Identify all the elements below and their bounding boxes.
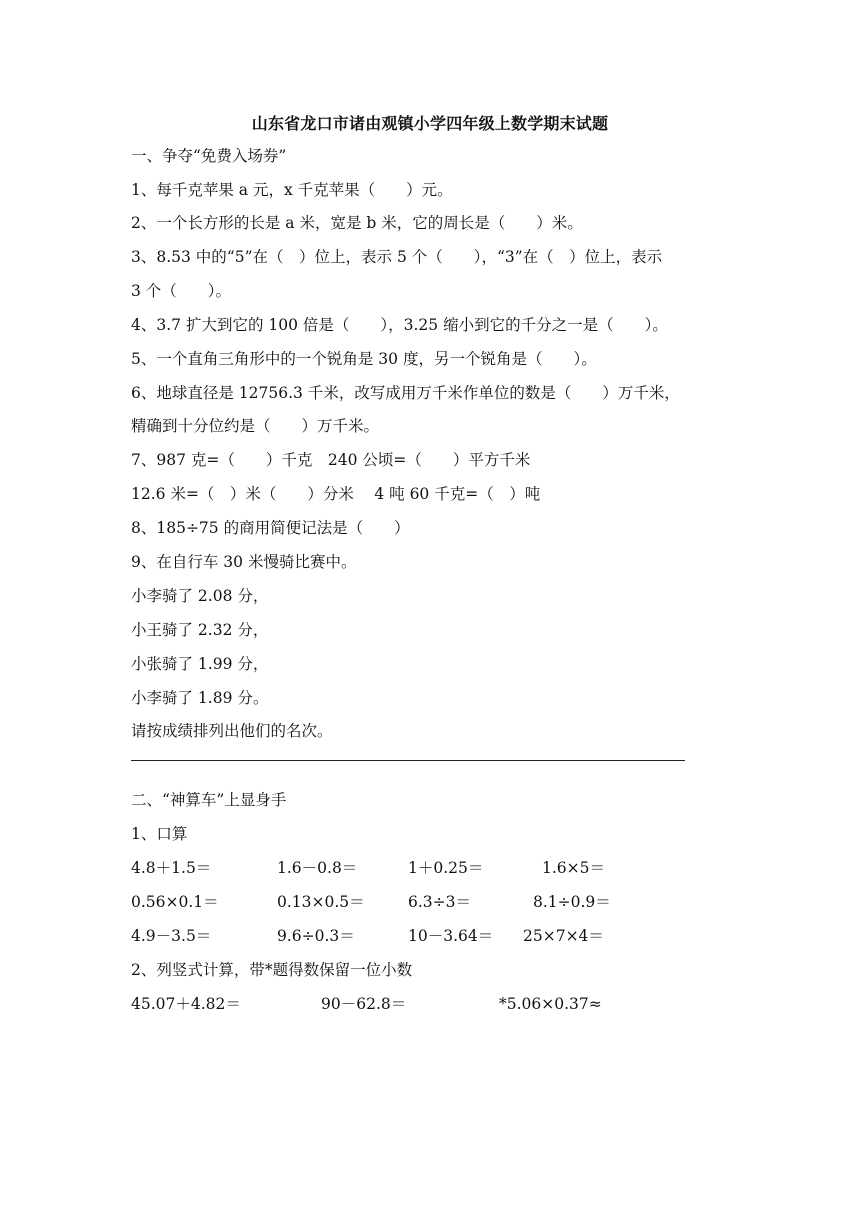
question-line: 请按成绩排列出他们的名次。 xyxy=(131,722,333,740)
question-line: 9、在自行车 30 米慢骑比赛中。 xyxy=(131,553,357,571)
question-line: 2、一个长方形的长是 a 米，宽是 b 米，它的周长是（ ）米。 xyxy=(131,214,583,232)
answer-rule-line xyxy=(131,760,685,761)
page-title: 山东省龙口市诸由观镇小学四年级上数学期末试题 xyxy=(251,114,609,133)
oral-calc-item: 4.8＋1.5＝ xyxy=(131,859,212,877)
question-line: 12.6 米=（ ）米（ ）分米 4 吨 60 千克=（ ）吨 xyxy=(131,485,541,503)
oral-calc-item: 10－3.64＝ xyxy=(408,927,494,945)
oral-calc-item: 1＋0.25＝ xyxy=(408,859,484,877)
question-line: 1、每千克苹果 a 元，x 千克苹果（ ）元。 xyxy=(131,181,453,199)
oral-calc-item: 25×7×4＝ xyxy=(523,927,604,945)
vertical-calc-item: 90－62.8＝ xyxy=(321,995,407,1013)
vertical-calc-item: *5.06×0.37≈ xyxy=(499,995,602,1013)
question-line: 3、8.53 中的“5”在（ ）位上，表示 5 个（ ），“3”在（ ）位上，表示 xyxy=(131,248,663,266)
oral-calc-item: 1.6×5＝ xyxy=(542,859,605,877)
question-line: 小王骑了 2.32 分， xyxy=(131,621,269,639)
question-line: 8、185÷75 的商用简便记法是（ ） xyxy=(131,519,410,537)
question-line: 小李骑了 2.08 分， xyxy=(131,587,269,605)
oral-calc-item: 4.9－3.5＝ xyxy=(131,927,212,945)
question-line: 小李骑了 1.89 分。 xyxy=(131,689,269,707)
oral-calc-heading: 1、口算 xyxy=(131,825,188,843)
oral-calc-item: 1.6－0.8＝ xyxy=(277,859,358,877)
section1-heading: 一、争夺“免费入场券” xyxy=(131,147,287,165)
question-line: 3 个（ ）。 xyxy=(131,282,232,300)
section2-heading: 二、“神算车”上显身手 xyxy=(131,791,287,809)
question-line: 小张骑了 1.99 分， xyxy=(131,655,269,673)
oral-calc-item: 9.6÷0.3＝ xyxy=(277,927,355,945)
oral-calc-item: 0.13×0.5＝ xyxy=(277,893,365,911)
oral-calc-item: 6.3÷3＝ xyxy=(408,893,471,911)
vertical-calc-heading: 2、列竖式计算，带*题得数保留一位小数 xyxy=(131,961,413,979)
vertical-calc-item: 45.07＋4.82＝ xyxy=(131,995,241,1013)
question-line: 6、地球直径是 12756.3 千米，改写成用万千米作单位的数是（ ）万千米， xyxy=(131,384,680,402)
question-line: 5、一个直角三角形中的一个锐角是 30 度，另一个锐角是（ ）。 xyxy=(131,350,597,368)
question-line: 精确到十分位约是（ ）万千米。 xyxy=(131,417,380,435)
question-line: 7、987 克=（ ）千克 240 公顷=（ ）平方千米 xyxy=(131,451,531,469)
oral-calc-item: 0.56×0.1＝ xyxy=(131,893,219,911)
oral-calc-item: 8.1÷0.9＝ xyxy=(533,893,611,911)
question-line: 4、3.7 扩大到它的 100 倍是（ ），3.25 缩小到它的千分之一是（ ）。 xyxy=(131,316,668,334)
